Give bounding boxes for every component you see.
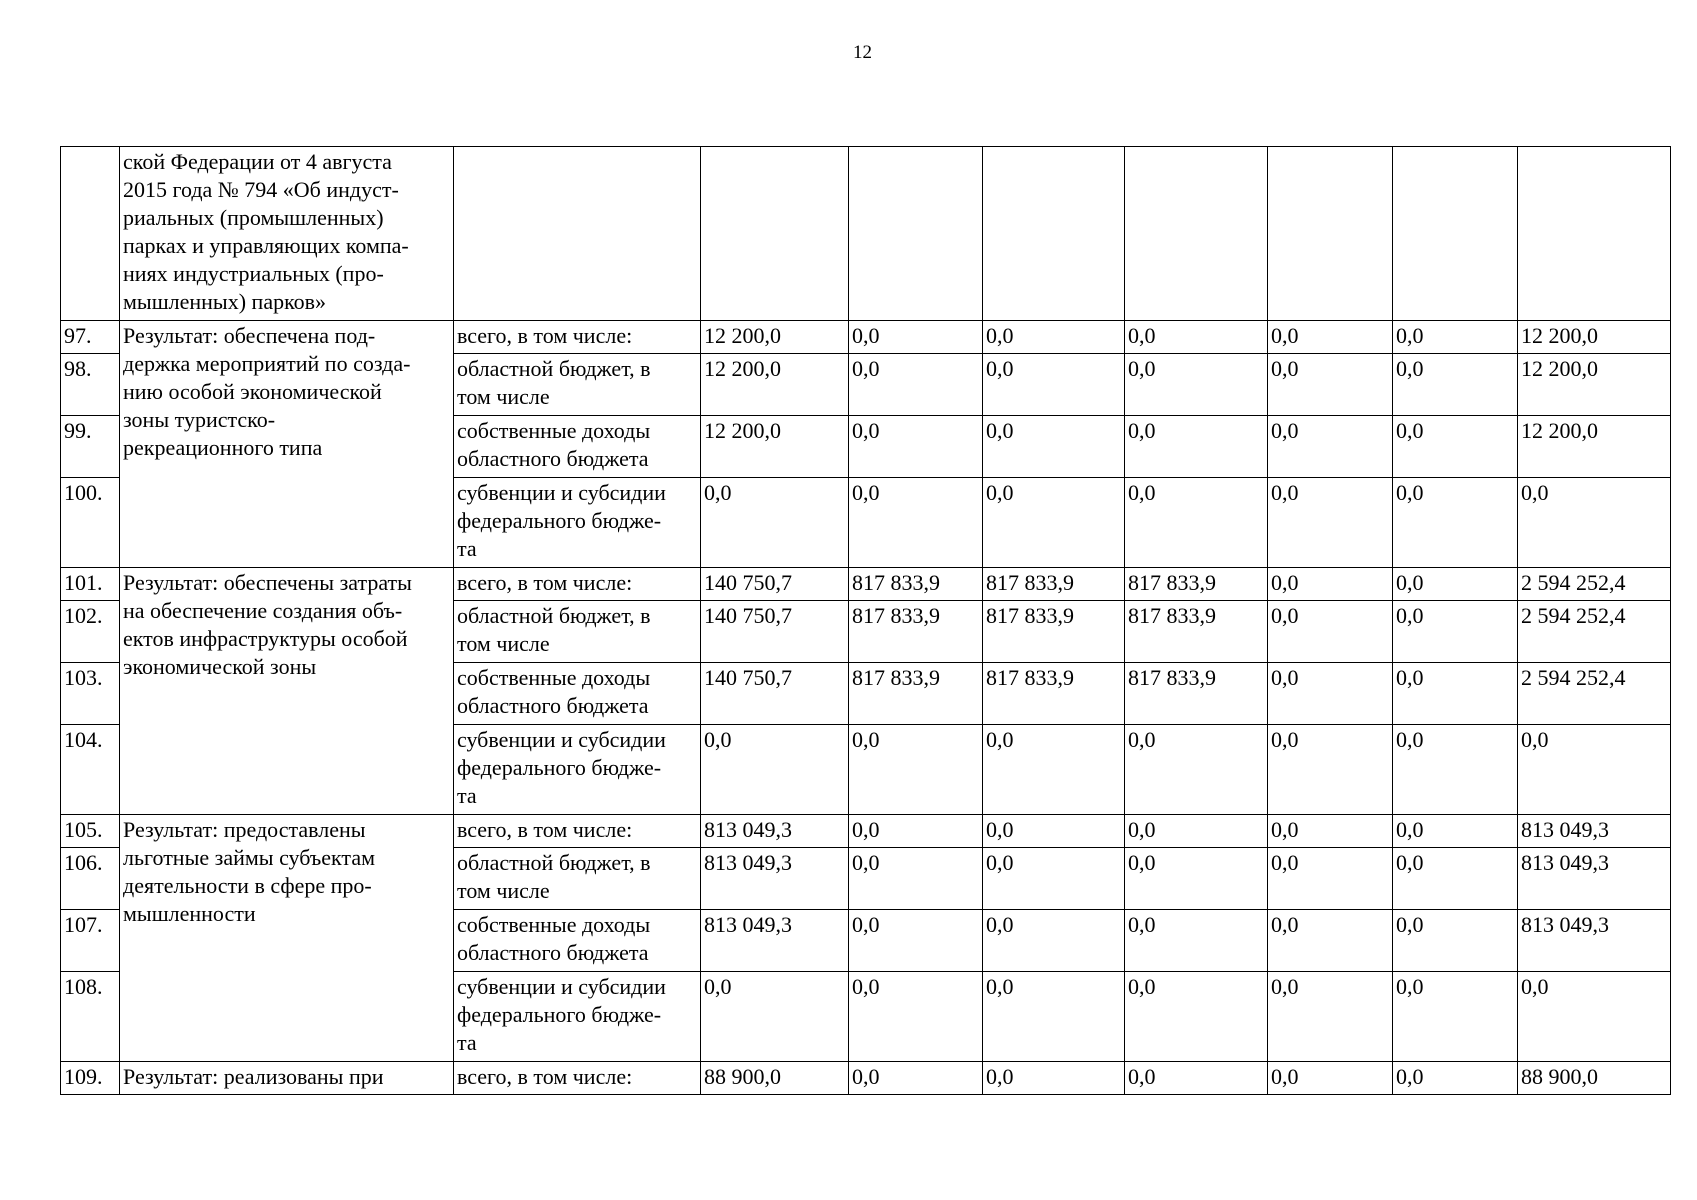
row-number-cell — [61, 147, 120, 321]
value-cell: 0,0 — [1125, 1062, 1268, 1095]
text-line: собственные доходы — [457, 665, 651, 690]
value-cell: 0,0 — [1393, 663, 1518, 725]
value-cell: 0,0 — [1393, 848, 1518, 910]
text-line: ектов инфраструктуры особой — [123, 626, 408, 651]
funding-source-cell — [454, 725, 701, 815]
value-cell: 0,0 — [1268, 663, 1393, 725]
value-cell: 0,0 — [849, 815, 983, 848]
text-line: всего, в том числе: — [457, 323, 633, 348]
funding-source-cell — [454, 147, 701, 321]
value-cell: 817 833,9 — [1125, 568, 1268, 601]
value-cell: 0,0 — [1125, 848, 1268, 910]
value-cell — [701, 147, 849, 321]
text-line: федерального бюдже- — [457, 755, 662, 780]
text-line: областной бюджет, в — [457, 356, 651, 381]
value-cell: 0,0 — [1393, 972, 1518, 1062]
value-cell — [1125, 147, 1268, 321]
value-cell: 140 750,7 — [701, 568, 849, 601]
text-line: субвенции и субсидии — [457, 727, 666, 752]
value-cell: 0,0 — [1518, 972, 1671, 1062]
value-cell: 0,0 — [983, 354, 1125, 416]
value-cell: 0,0 — [1268, 1062, 1393, 1095]
table-row — [61, 1062, 1671, 1095]
value-cell — [1518, 147, 1671, 321]
row-number-cell: 101. — [61, 568, 120, 601]
funding-source-cell — [454, 663, 701, 725]
value-cell: 817 833,9 — [983, 663, 1125, 725]
value-cell: 2 594 252,4 — [1518, 568, 1671, 601]
text-line: всего, в том числе: — [457, 570, 633, 595]
text-line: та — [457, 783, 477, 808]
funding-source-cell — [454, 354, 701, 416]
result-description-cell — [120, 815, 454, 1062]
text-line: держка мероприятий по созда- — [123, 351, 411, 376]
value-cell: 12 200,0 — [1518, 321, 1671, 354]
text-line: Результат: реализованы при — [123, 1064, 384, 1089]
value-cell: 0,0 — [1268, 725, 1393, 815]
table-row-continued — [61, 147, 1671, 321]
value-cell: 0,0 — [701, 478, 849, 568]
row-number-cell: 97. — [61, 321, 120, 354]
value-cell: 0,0 — [1268, 910, 1393, 972]
value-cell: 2 594 252,4 — [1518, 601, 1671, 663]
value-cell: 0,0 — [983, 416, 1125, 478]
value-cell: 0,0 — [983, 972, 1125, 1062]
text-line: всего, в том числе: — [457, 1064, 633, 1089]
value-cell: 0,0 — [1268, 568, 1393, 601]
value-cell: 0,0 — [849, 354, 983, 416]
funding-source-cell — [454, 815, 701, 848]
value-cell: 0,0 — [1268, 815, 1393, 848]
value-cell: 0,0 — [1125, 354, 1268, 416]
funding-source-cell — [454, 601, 701, 663]
value-cell: 0,0 — [1268, 321, 1393, 354]
value-cell: 0,0 — [1393, 815, 1518, 848]
value-cell — [983, 147, 1125, 321]
value-cell: 0,0 — [1393, 910, 1518, 972]
value-cell: 0,0 — [849, 910, 983, 972]
text-line: областной бюджет, в — [457, 603, 651, 628]
value-cell: 0,0 — [701, 725, 849, 815]
text-line: том числе — [457, 631, 550, 656]
value-cell: 0,0 — [849, 1062, 983, 1095]
value-cell: 0,0 — [983, 321, 1125, 354]
funding-source-cell — [454, 568, 701, 601]
table-row — [61, 321, 1671, 354]
result-description-cell — [120, 147, 454, 321]
value-cell: 0,0 — [849, 725, 983, 815]
value-cell: 817 833,9 — [983, 568, 1125, 601]
value-cell — [1393, 147, 1518, 321]
text-line: льготные займы субъектам — [123, 845, 376, 870]
text-line: ниях индустриальных (про- — [123, 261, 384, 286]
value-cell: 88 900,0 — [701, 1062, 849, 1095]
value-cell: 0,0 — [1268, 848, 1393, 910]
text-line: ской Федерации от 4 августа — [123, 149, 392, 174]
value-cell: 0,0 — [1268, 478, 1393, 568]
text-line: деятельности в сфере про- — [123, 873, 372, 898]
funding-source-cell — [454, 478, 701, 568]
value-cell: 0,0 — [1125, 815, 1268, 848]
table-row — [61, 568, 1671, 601]
value-cell: 813 049,3 — [701, 848, 849, 910]
text-line: том числе — [457, 384, 550, 409]
row-number-cell: 109. — [61, 1062, 120, 1095]
text-line: субвенции и субсидии — [457, 480, 666, 505]
funding-source-cell — [454, 416, 701, 478]
row-number-cell: 100. — [61, 478, 120, 568]
value-cell: 0,0 — [1125, 321, 1268, 354]
funding-source-cell — [454, 848, 701, 910]
result-description-cell — [120, 568, 454, 815]
text-line: областного бюджета — [457, 940, 649, 965]
value-cell: 0,0 — [983, 478, 1125, 568]
value-cell: 0,0 — [849, 478, 983, 568]
text-line: Результат: предоставлены — [123, 817, 366, 842]
text-line: рекреационного типа — [123, 435, 323, 460]
value-cell: 12 200,0 — [701, 321, 849, 354]
value-cell: 813 049,3 — [1518, 815, 1671, 848]
value-cell: 817 833,9 — [983, 601, 1125, 663]
value-cell: 0,0 — [1393, 478, 1518, 568]
value-cell: 0,0 — [983, 848, 1125, 910]
row-number-cell: 108. — [61, 972, 120, 1062]
value-cell: 12 200,0 — [701, 354, 849, 416]
value-cell: 0,0 — [1125, 725, 1268, 815]
text-line: собственные доходы — [457, 418, 651, 443]
value-cell: 0,0 — [1393, 1062, 1518, 1095]
text-line: областной бюджет, в — [457, 850, 651, 875]
value-cell: 817 833,9 — [1125, 601, 1268, 663]
value-cell: 12 200,0 — [1518, 354, 1671, 416]
text-line: том числе — [457, 878, 550, 903]
text-line: субвенции и субсидии — [457, 974, 666, 999]
text-line: мышленности — [123, 901, 256, 926]
value-cell: 0,0 — [1268, 354, 1393, 416]
row-number-cell: 105. — [61, 815, 120, 848]
text-line: областного бюджета — [457, 446, 649, 471]
value-cell — [1268, 147, 1393, 321]
value-cell: 0,0 — [1125, 972, 1268, 1062]
value-cell: 817 833,9 — [849, 663, 983, 725]
text-line: 2015 года № 794 «Об индуст- — [123, 177, 399, 202]
value-cell: 0,0 — [1268, 416, 1393, 478]
value-cell: 0,0 — [1268, 601, 1393, 663]
value-cell: 0,0 — [983, 1062, 1125, 1095]
value-cell: 0,0 — [1518, 478, 1671, 568]
funding-source-cell — [454, 910, 701, 972]
text-line: федерального бюдже- — [457, 1002, 662, 1027]
text-line: мышленных) парков» — [123, 289, 327, 314]
text-line: федерального бюдже- — [457, 508, 662, 533]
value-cell: 0,0 — [983, 815, 1125, 848]
result-description-cell — [120, 1062, 454, 1095]
table-row — [61, 815, 1671, 848]
text-line: Результат: обеспечена под- — [123, 323, 376, 348]
text-line: Результат: обеспечены затраты — [123, 570, 412, 595]
row-number-cell: 107. — [61, 910, 120, 972]
row-number-cell: 106. — [61, 848, 120, 910]
text-line: на обеспечение создания объ- — [123, 598, 403, 623]
budget-table — [60, 146, 1671, 1095]
value-cell: 140 750,7 — [701, 601, 849, 663]
value-cell: 0,0 — [1125, 910, 1268, 972]
value-cell: 0,0 — [1518, 725, 1671, 815]
text-line: та — [457, 1030, 477, 1055]
value-cell: 813 049,3 — [701, 815, 849, 848]
text-line: зоны туристско- — [123, 407, 276, 432]
value-cell: 140 750,7 — [701, 663, 849, 725]
text-line: областного бюджета — [457, 693, 649, 718]
funding-source-cell — [454, 1062, 701, 1095]
row-number-cell: 99. — [61, 416, 120, 478]
value-cell: 0,0 — [1393, 416, 1518, 478]
row-number-cell: 98. — [61, 354, 120, 416]
row-number-cell: 103. — [61, 663, 120, 725]
value-cell: 813 049,3 — [1518, 848, 1671, 910]
value-cell: 12 200,0 — [701, 416, 849, 478]
value-cell: 0,0 — [1268, 972, 1393, 1062]
value-cell: 0,0 — [1393, 568, 1518, 601]
value-cell: 0,0 — [1393, 321, 1518, 354]
value-cell: 0,0 — [849, 416, 983, 478]
value-cell: 0,0 — [1393, 354, 1518, 416]
value-cell: 817 833,9 — [849, 601, 983, 663]
value-cell: 0,0 — [1125, 416, 1268, 478]
value-cell: 817 833,9 — [1125, 663, 1268, 725]
page-number: 12 — [853, 42, 872, 63]
row-number-cell: 102. — [61, 601, 120, 663]
text-line: риальных (промышленных) — [123, 205, 384, 230]
value-cell: 813 049,3 — [1518, 910, 1671, 972]
value-cell: 0,0 — [849, 321, 983, 354]
value-cell: 88 900,0 — [1518, 1062, 1671, 1095]
value-cell: 2 594 252,4 — [1518, 663, 1671, 725]
value-cell: 0,0 — [849, 972, 983, 1062]
value-cell: 0,0 — [983, 910, 1125, 972]
value-cell: 12 200,0 — [1518, 416, 1671, 478]
value-cell — [849, 147, 983, 321]
value-cell: 0,0 — [849, 848, 983, 910]
text-line: собственные доходы — [457, 912, 651, 937]
value-cell: 0,0 — [1393, 725, 1518, 815]
row-number-cell: 104. — [61, 725, 120, 815]
value-cell: 0,0 — [1125, 478, 1268, 568]
value-cell: 0,0 — [983, 725, 1125, 815]
text-line: нию особой экономической — [123, 379, 382, 404]
text-line: та — [457, 536, 477, 561]
text-line: экономической зоны — [123, 654, 317, 679]
value-cell: 0,0 — [1393, 601, 1518, 663]
value-cell: 0,0 — [701, 972, 849, 1062]
value-cell: 817 833,9 — [849, 568, 983, 601]
funding-source-cell — [454, 321, 701, 354]
result-description-cell — [120, 321, 454, 568]
value-cell: 813 049,3 — [701, 910, 849, 972]
funding-source-cell — [454, 972, 701, 1062]
text-line: парках и управляющих компа- — [123, 233, 409, 258]
text-line: всего, в том числе: — [457, 817, 633, 842]
